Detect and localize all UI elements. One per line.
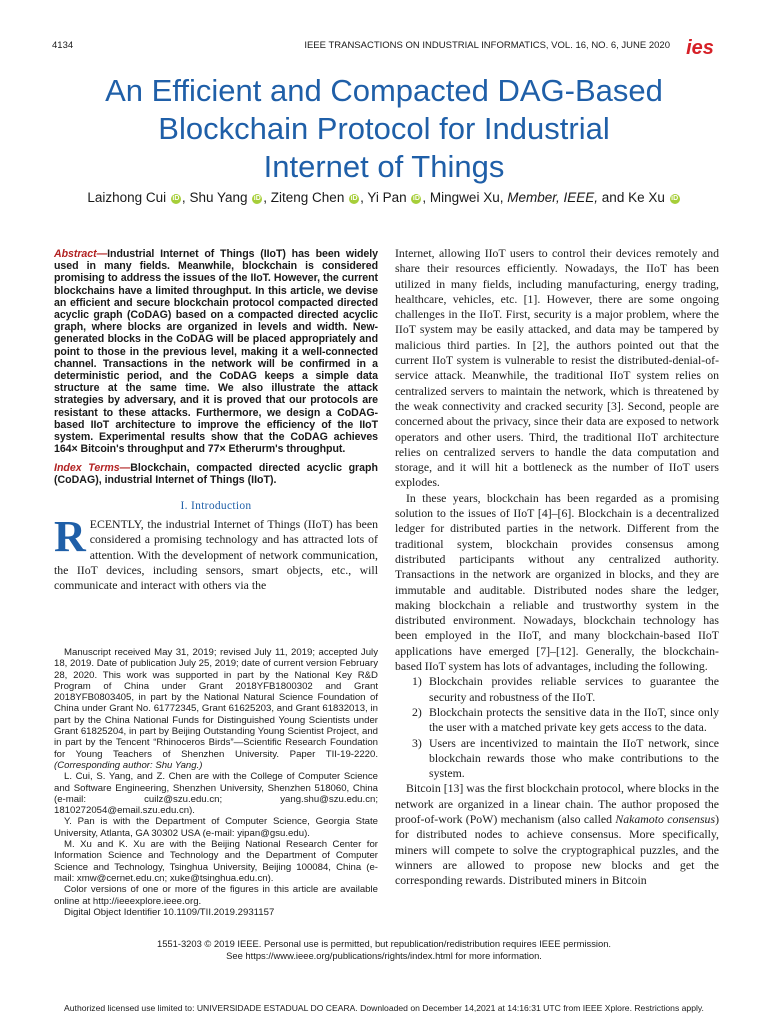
orcid-icon[interactable]: iD xyxy=(172,195,180,202)
list-item xyxy=(395,674,719,705)
author-conjunction: and xyxy=(601,190,625,205)
list-item xyxy=(395,736,719,782)
ies-logo xyxy=(680,34,720,60)
footnote-doi: Digital Object Identifier 10.1109/TII.2019.2931157 xyxy=(64,906,275,918)
title-line-1: An Efficient and Compacted DAG-Based xyxy=(105,73,663,108)
abstract-text: Industrial Internet of Things (IIoT) has been widely used in many fields. Meanwhile, blockchain is considered promising to address the issues of the IIoT. However, the current blockchains have a limited throughput. In this article, we devise an efficient and secure blockchain protocol compacted directed acyclic graph (CoDAG) based on a compacted directed acyclic graph, where blocks are organized in levels and width. New-generated blocks in the CoDAG will be placed appropriately and point to those in the previous level, making it a well-connected channel. Transactions in the network will be confirmed in a deterministic period, and the CoDAG keeps a simple data structure at the same time. We also illustrate the attack strategies by adversary, and it is proved that our protocols are resistant to these attacks. Furthermore, we design a CoDAG-based IIoT architecture to improve the efficiency of the IIoT system. Experimental results show that the CoDAG achieves 164× Bitcoin's throughput and 77× Etherurm's throughput. xyxy=(54,248,378,456)
list-number: 1) xyxy=(412,674,422,689)
body-paragraph xyxy=(395,781,719,888)
page-number: 4134 xyxy=(52,40,74,51)
list-text: Blockchain provides reliable services to guarantee the security and robustness of the IIoT. xyxy=(429,674,719,704)
abstract xyxy=(54,248,378,455)
author-name: Shu Yang xyxy=(189,190,248,205)
license-notice: Authorized licensed use limited to: UNIVERSIDADE ESTADUAL DO CEARA. Downloaded on December 14,2021 at 14:16:31 UTC from IEEE Xplore. Restrictions apply. xyxy=(64,1003,704,1013)
footnote-text: Manuscript received May 31, 2019; revised July 11, 2019; accepted July 18, 2019. Date of publication July 25, 2019; date of current version February 28, 2020. This work was supported in part by the National Key R&D Program of China under Grant 2018YFB1800302 and Grant 2018YFB0803405, in part by the National Natural Science Foundation of China under Grant No. 61772345, Grant 61625203, and Grant 61832013, in part by the China National Funds for Distinguished Young Scientists under Grant 61825204, in part by Beijing Outstanding Young Scientist Project, and in part by the Tencent “Rhinoceros Birds”—Scientific Research Foundation for Young Teachers of Shenzhen University. Paper TII-19-2220. xyxy=(54,647,378,760)
orcid-icon[interactable]: iD xyxy=(412,195,420,202)
copyright-notice xyxy=(60,938,708,961)
journal-header: IEEE TRANSACTIONS ON INDUSTRIAL INFORMATICS, VOL. 16, NO. 6, JUNE 2020 xyxy=(304,40,670,51)
list-text: Users are incentivized to maintain the IIoT network, since blockchain rewards those who make contributions to the system. xyxy=(429,735,719,781)
emphasis-term: Nakamoto consensus xyxy=(615,811,716,826)
author-name: Ziteng Chen xyxy=(270,190,345,205)
footnote-affiliation: M. Xu and K. Xu are with the Beijing National Research Center for Information Science and Technology and the Department of Computer Science and Technology, Tsinghua University, Beijing 100084, China (e-mail: xmw@cernet.edu.cn; xuke@tsinghua.edu.cn). xyxy=(54,839,378,884)
introduction-text xyxy=(54,512,378,593)
list-number: 2) xyxy=(412,704,422,719)
title-line-3: Internet of Things xyxy=(263,149,505,184)
author-membership: Member, IEEE, xyxy=(507,190,599,205)
list-item xyxy=(395,705,719,736)
list-text: Blockchain protects the sensitive data in the IIoT, since only the user with a matched private key gets access to the data. xyxy=(429,704,719,735)
body-text: Bitcoin [13] was the first blockchain protocol, where blocks in the network are organized in a linear chain. The author proposed the proof-of-work (PoW) mechanism (also called xyxy=(395,781,719,826)
index-terms-lead: Index Terms— xyxy=(54,462,131,474)
author-list: Laizhong Cui iD , Shu Yang iD , Ziteng Chen iD , Yi Pan iD , Mingwei Xu, Member, IEEE, and Ke Xu iD xyxy=(87,190,679,205)
abstract-lead: Abstract— xyxy=(54,248,108,260)
title-line-2: Blockchain Protocol for Industrial xyxy=(158,111,610,146)
body-paragraph: In these years, blockchain has been regarded as a promising solution to the issues of IIoT [4]–[6]. Blockchain is a decentralized ledger for distributed parties in the network. Different from the traditional system, blockchain provides consensus among distributed participants without any centralized authority. Transactions in the network are organized in blocks, and they are immutable and auditable. Distributed nodes share the ledger, making blockchain a reliable and trustworthy system in the distributed environment. Nowadays, blockchain technology has been employed in the IIoT, and many blockchain-based IIoT applications have emerged [7]–[12]. Generally, the blockchain-based IIoT system has lots of advantages, including the following. xyxy=(395,490,719,674)
footnote-affiliation: L. Cui, S. Yang, and Z. Chen are with the College of Computer Science and Software Engineering, Shenzhen University, Shenzhen 518060, China (e-mail: cuilz@szu.edu.cn; yang.shu@szu.edu.cn; 1810272054@email.szu.edu.cn). xyxy=(54,771,378,817)
footnotes xyxy=(54,647,378,918)
copyright-line: 1551-3203 © 2019 IEEE. Personal use is permitted, but republication/redistribution requires IEEE permission. xyxy=(156,938,612,949)
intro-paragraph: ECENTLY, the industrial Internet of Things (IIoT) has been considered a promising technology and has attracted lots of attention. With the development of network communication, the IIoT devices, including sensors, smart objects, etc., will communicate and interact with others via the xyxy=(54,517,378,593)
section-heading: I. Introduction xyxy=(180,500,252,512)
index-terms xyxy=(54,462,378,486)
dropcap: R xyxy=(54,512,86,561)
footnote-color: Color versions of one or more of the figures in this article are available online at http://ieeexplore.ieee.org. xyxy=(54,884,378,907)
body-paragraph: Internet, allowing IIoT users to control their devices remotely and share their resources efficiently. Nowadays, the IIoT has been utilized in many fields, including manufacturing, energy trading, healthcare, vehicles, etc. [1]. However, there are some ongoing challenges in the IIoT. First, security is a major problem, where the IIoT system may be easily attacked, and data may be tampered by malicious third parties. In [2], the authors pointed out that the current IIoT system is vulnerable to resist the distributed-denial-of-service attack. Meanwhile, the traditional IIoT system relies on centralized servers to maintain the network, which is threatened by the weak connectivity and cracked security [3]. Second, people are concerned about the privacy, since their data are exposed to network operators and other users. Third, the traditional IIoT architecture relies on centralized servers to handle the data computation and storage, and it will hit a bottleneck as the number of IIoT users explodes. xyxy=(395,246,719,490)
orcid-icon[interactable]: iD xyxy=(671,195,679,202)
right-column-body xyxy=(395,246,719,888)
rights-link[interactable]: See https://www.ieee.org/publications/rights/index.html for more information. xyxy=(226,949,542,961)
author-name: Laizhong Cui xyxy=(87,190,167,205)
author-name: Ke Xu xyxy=(628,190,665,205)
footnote-manuscript xyxy=(54,647,378,771)
paper-title xyxy=(60,72,708,186)
advantages-list xyxy=(395,674,719,781)
orcid-icon[interactable]: iD xyxy=(253,195,261,202)
orcid-icon[interactable]: iD xyxy=(350,195,358,202)
index-terms-text: Blockchain, compacted directed acyclic graph (CoDAG), industrial Internet of Things (IIoT). xyxy=(54,462,378,487)
footnote-affiliation: Y. Pan is with the Department of Computer Science, Georgia State University, Atlanta, GA 30302 USA (e-mail: yipan@gsu.edu). xyxy=(54,816,378,839)
list-number: 3) xyxy=(412,735,422,750)
author-name: Yi Pan xyxy=(367,190,407,205)
logo-text: ies xyxy=(686,37,714,59)
body-text: ) for distributed nodes to achieve consensus. More specifically, miners will compete to solve the cryptographical puzzles, and the winners are allowed to propose new blocks and get the corresponding rewards. Distributed miners in Bitcoin xyxy=(395,811,719,888)
author-name: Mingwei Xu, xyxy=(429,190,504,205)
corresponding-author: (Corresponding author: Shu Yang.) xyxy=(54,759,203,771)
